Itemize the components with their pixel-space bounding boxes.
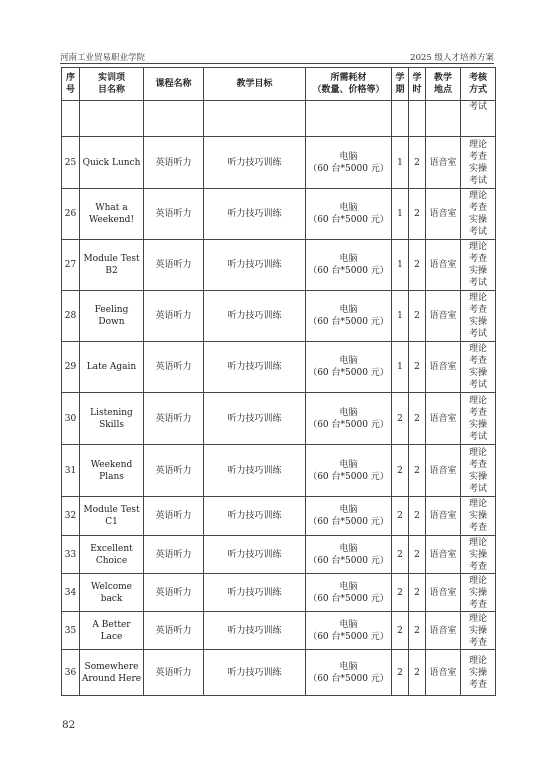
page-number: 82 bbox=[62, 719, 76, 731]
course-name-cell: 英语听力 bbox=[144, 536, 204, 574]
project-name-cell: Module Test C1 bbox=[80, 497, 144, 536]
page-header bbox=[60, 51, 494, 63]
materials-cell: 电脑 （60 台*5000 元） bbox=[306, 574, 392, 612]
header-no: 序号 bbox=[62, 68, 80, 101]
term-cell: 1 bbox=[392, 342, 409, 393]
hours-cell: 2 bbox=[409, 189, 426, 240]
teaching-goal-cell: 听力技巧训练 bbox=[204, 240, 306, 291]
header-assess: 考核 方式 bbox=[461, 68, 496, 101]
course-name-cell: 英语听力 bbox=[144, 137, 204, 189]
teaching-goal-cell: 听力技巧训练 bbox=[204, 497, 306, 536]
assess-cell: 理论 实操 考查 bbox=[461, 536, 496, 574]
assess-cell: 理论 考查 实操 考试 bbox=[461, 445, 496, 497]
term-cell: 1 bbox=[392, 137, 409, 189]
header-place: 教学 地点 bbox=[426, 68, 461, 101]
materials-cell: 电脑 （60 台*5000 元） bbox=[306, 445, 392, 497]
row-no-cell: 26 bbox=[62, 189, 80, 240]
materials-cell: 电脑 （60 台*5000 元） bbox=[306, 189, 392, 240]
table-row bbox=[62, 536, 496, 574]
teaching-goal-cell: 听力技巧训练 bbox=[204, 393, 306, 445]
term-cell: 2 bbox=[392, 612, 409, 650]
term-cell: 1 bbox=[392, 189, 409, 240]
assess-cell: 理论 实操 考查 bbox=[461, 497, 496, 536]
header-hours: 学时 bbox=[409, 68, 426, 101]
teaching-goal-cell: 听力技巧训练 bbox=[204, 574, 306, 612]
term-cell: 1 bbox=[392, 240, 409, 291]
document-title: 2025 级人才培养方案 bbox=[410, 53, 494, 63]
hours-cell: 2 bbox=[409, 342, 426, 393]
table-header-row bbox=[62, 68, 496, 101]
row-no-cell: 25 bbox=[62, 137, 80, 189]
term-cell: 1 bbox=[392, 291, 409, 342]
institution-name: 河南工业贸易职业学院 bbox=[60, 53, 146, 63]
teaching-goal-cell: 听力技巧训练 bbox=[204, 612, 306, 650]
materials-cell: 电脑 （60 台*5000 元） bbox=[306, 137, 392, 189]
table-row bbox=[62, 497, 496, 536]
assess-cell: 理论 考查 实操 考试 bbox=[461, 291, 496, 342]
hours-cell: 2 bbox=[409, 240, 426, 291]
project-name-cell: What a Weekend! bbox=[80, 189, 144, 240]
assess-cell: 理论 实操 考查 bbox=[461, 612, 496, 650]
term-cell: 2 bbox=[392, 536, 409, 574]
place-cell: 语音室 bbox=[426, 574, 461, 612]
hours-cell: 2 bbox=[409, 536, 426, 574]
materials-cell: 电脑 （60 台*5000 元） bbox=[306, 291, 392, 342]
assess-cell: 理论 考查 实操 考试 bbox=[461, 240, 496, 291]
term-cell: 2 bbox=[392, 574, 409, 612]
teaching-goal-cell: 听力技巧训练 bbox=[204, 342, 306, 393]
materials-cell: 电脑 （60 台*5000 元） bbox=[306, 393, 392, 445]
header-project: 实训项 目名称 bbox=[80, 68, 144, 101]
project-name-cell: Quick Lunch bbox=[80, 137, 144, 189]
materials-cell: 电脑 （60 台*5000 元） bbox=[306, 536, 392, 574]
course-name-cell: 英语听力 bbox=[144, 393, 204, 445]
materials-cell: 电脑 （60 台*5000 元） bbox=[306, 497, 392, 536]
project-name-cell: Excellent Choice bbox=[80, 536, 144, 574]
teaching-goal-cell: 听力技巧训练 bbox=[204, 137, 306, 189]
table-row bbox=[62, 137, 496, 189]
row-no-cell: 29 bbox=[62, 342, 80, 393]
materials-cell: 电脑 （60 台*5000 元） bbox=[306, 612, 392, 650]
hours-cell: 2 bbox=[409, 291, 426, 342]
place-cell: 语音室 bbox=[426, 342, 461, 393]
place-cell: 语音室 bbox=[426, 291, 461, 342]
place-cell: 语音室 bbox=[426, 536, 461, 574]
hours-cell: 2 bbox=[409, 445, 426, 497]
table-row bbox=[62, 189, 496, 240]
project-name-cell: A Better Lace bbox=[80, 612, 144, 650]
header-divider bbox=[60, 63, 494, 64]
table-row bbox=[62, 240, 496, 291]
header-term: 学期 bbox=[392, 68, 409, 101]
place-cell: 语音室 bbox=[426, 650, 461, 696]
materials-cell: 电脑 （60 台*5000 元） bbox=[306, 342, 392, 393]
assess-cell: 理论 实操 考查 bbox=[461, 650, 496, 696]
hours-cell: 2 bbox=[409, 574, 426, 612]
assess-cell: 考试 bbox=[461, 101, 496, 137]
project-name-cell: Listening Skills bbox=[80, 393, 144, 445]
row-no-cell: 30 bbox=[62, 393, 80, 445]
term-cell: 2 bbox=[392, 393, 409, 445]
assess-cell: 理论 考查 实操 考试 bbox=[461, 137, 496, 189]
teaching-goal-cell: 听力技巧训练 bbox=[204, 189, 306, 240]
assess-cell: 理论 考查 实操 考试 bbox=[461, 393, 496, 445]
course-name-cell: 英语听力 bbox=[144, 574, 204, 612]
course-name-cell: 英语听力 bbox=[144, 189, 204, 240]
row-no-cell: 33 bbox=[62, 536, 80, 574]
teaching-goal-cell: 听力技巧训练 bbox=[204, 650, 306, 696]
row-no-cell: 32 bbox=[62, 497, 80, 536]
course-name-cell: 英语听力 bbox=[144, 342, 204, 393]
course-name-cell: 英语听力 bbox=[144, 612, 204, 650]
term-cell: 2 bbox=[392, 650, 409, 696]
table-row bbox=[62, 650, 496, 696]
assess-cell: 理论 实操 考查 bbox=[461, 574, 496, 612]
teaching-goal-cell: 听力技巧训练 bbox=[204, 291, 306, 342]
table-row bbox=[62, 291, 496, 342]
table-row bbox=[62, 574, 496, 612]
materials-cell: 电脑 （60 台*5000 元） bbox=[306, 240, 392, 291]
header-course: 课程名称 bbox=[144, 68, 204, 101]
project-name-cell: Feeling Down bbox=[80, 291, 144, 342]
training-schedule-table bbox=[61, 67, 496, 696]
table-row bbox=[62, 445, 496, 497]
row-no-cell: 36 bbox=[62, 650, 80, 696]
row-no-cell: 31 bbox=[62, 445, 80, 497]
teaching-goal-cell: 听力技巧训练 bbox=[204, 445, 306, 497]
place-cell: 语音室 bbox=[426, 189, 461, 240]
term-cell: 2 bbox=[392, 497, 409, 536]
term-cell: 2 bbox=[392, 445, 409, 497]
course-name-cell: 英语听力 bbox=[144, 240, 204, 291]
course-name-cell: 英语听力 bbox=[144, 650, 204, 696]
table-row bbox=[62, 612, 496, 650]
course-name-cell: 英语听力 bbox=[144, 497, 204, 536]
row-no-cell: 27 bbox=[62, 240, 80, 291]
table-row-carryover bbox=[62, 101, 496, 137]
row-no-cell: 28 bbox=[62, 291, 80, 342]
course-name-cell: 英语听力 bbox=[144, 445, 204, 497]
place-cell: 语音室 bbox=[426, 612, 461, 650]
hours-cell: 2 bbox=[409, 497, 426, 536]
hours-cell: 2 bbox=[409, 393, 426, 445]
hours-cell: 2 bbox=[409, 612, 426, 650]
row-no-cell: 35 bbox=[62, 612, 80, 650]
place-cell: 语音室 bbox=[426, 393, 461, 445]
row-no-cell: 34 bbox=[62, 574, 80, 612]
project-name-cell: Module Test B2 bbox=[80, 240, 144, 291]
place-cell: 语音室 bbox=[426, 445, 461, 497]
assess-cell: 理论 考查 实操 考试 bbox=[461, 189, 496, 240]
course-name-cell: 英语听力 bbox=[144, 291, 204, 342]
header-goal: 教学目标 bbox=[204, 68, 306, 101]
table-row bbox=[62, 393, 496, 445]
place-cell: 语音室 bbox=[426, 137, 461, 189]
hours-cell: 2 bbox=[409, 137, 426, 189]
place-cell: 语音室 bbox=[426, 240, 461, 291]
project-name-cell: Late Again bbox=[80, 342, 144, 393]
hours-cell: 2 bbox=[409, 650, 426, 696]
project-name-cell: Weekend Plans bbox=[80, 445, 144, 497]
materials-cell: 电脑 （60 台*5000 元） bbox=[306, 650, 392, 696]
table-row bbox=[62, 342, 496, 393]
project-name-cell: Somewhere Around Here bbox=[80, 650, 144, 696]
place-cell: 语音室 bbox=[426, 497, 461, 536]
assess-cell: 理论 考查 实操 考试 bbox=[461, 342, 496, 393]
project-name-cell: Welcome back bbox=[80, 574, 144, 612]
header-materials: 所需耗材 （数量、价格等） bbox=[306, 68, 392, 101]
teaching-goal-cell: 听力技巧训练 bbox=[204, 536, 306, 574]
